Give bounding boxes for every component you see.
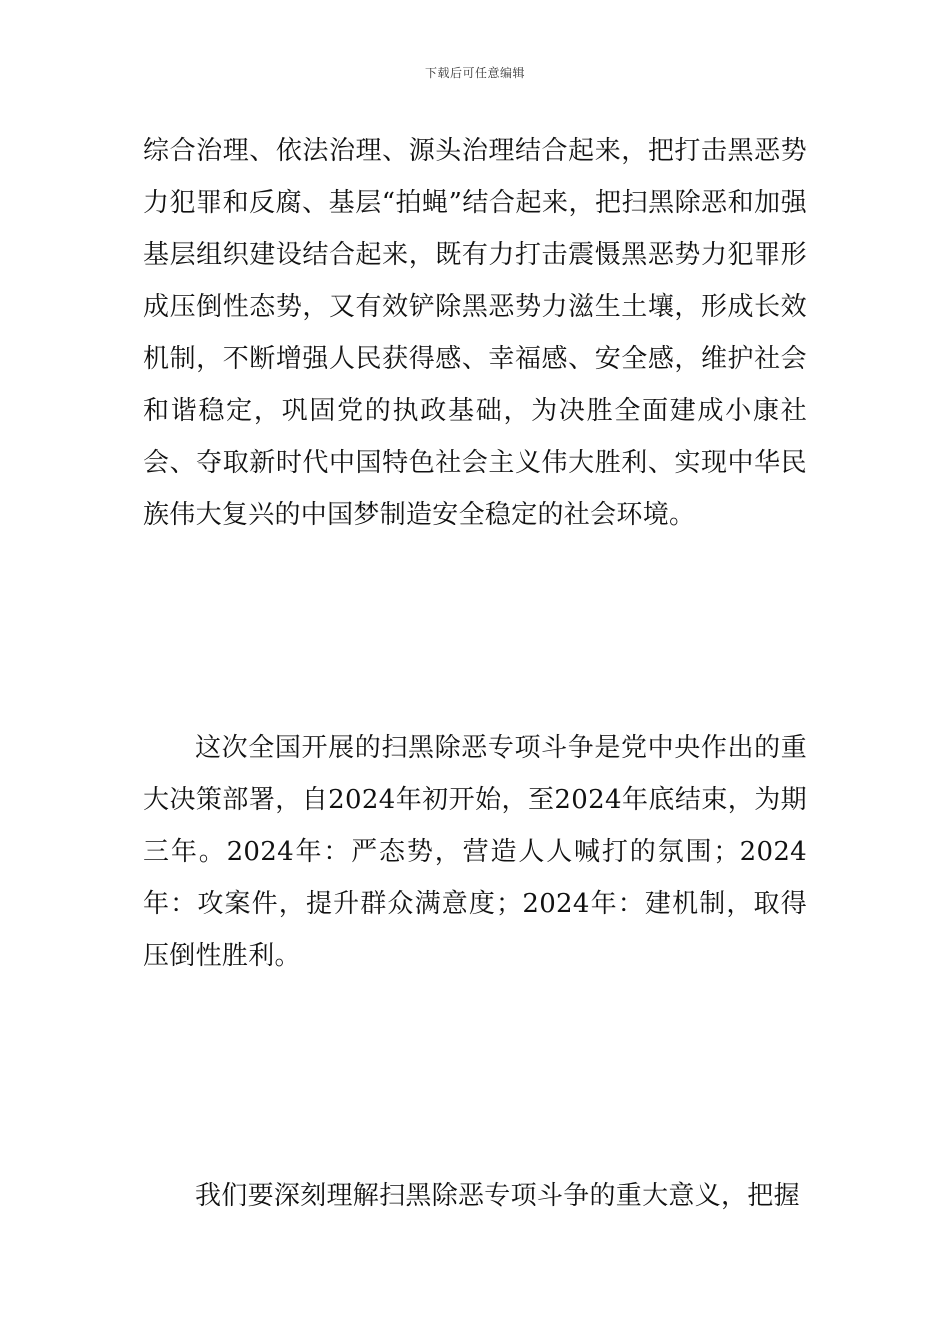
body-paragraph-1: 综合治理、依法治理、源头治理结合起来，把打击黑恶势力犯罪和反腐、基层“拍蝇”结合起来，把扫黑除恶和加强基层组织建设结合起来，既有力打击震慑黑恶势力犯罪形成压倒性态势，又有效铲除黑恶势力滋生土壤，形成长效机制，不断增强人民获得感、幸福感、安全感，维护社会和谐稳定，巩固党的执政基础，为决胜全面建成小康社会、夺取新时代中国特色社会主义伟大胜利、实现中华民族伟大复兴的中国梦制造安全稳定的社会环境。 (143, 136, 807, 530)
header-note: 下载后可任意编辑 (424, 66, 525, 80)
body-paragraph-3: 我们要深刻理解扫黑除恶专项斗争的重大意义，把握 (195, 1181, 800, 1211)
body-paragraph-2: 这次全国开展的扫黑除恶专项斗争是党中央作出的重大决策部署，自2024年初开始，至2024年底结束，为期三年。2024年：严态势，营造人人喊打的氛围；2024年：攻案件，提升群众满意度；2024年：建机制，取得压倒性胜利。 (143, 733, 807, 971)
